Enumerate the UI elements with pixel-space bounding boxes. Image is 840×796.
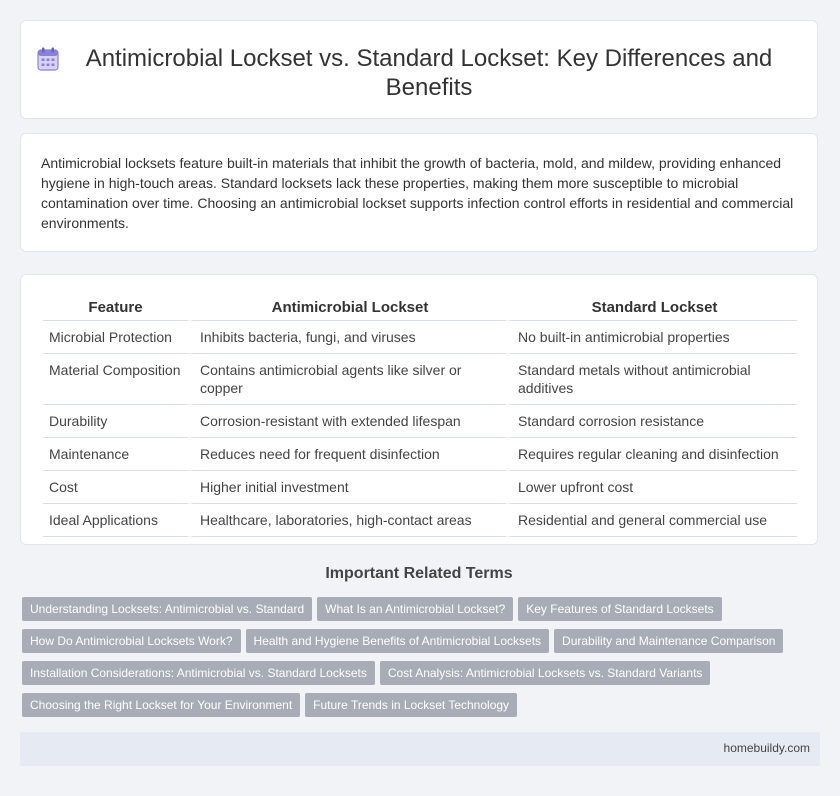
intro-paragraph: Antimicrobial locksets feature built-in materials that inhibit the growth of bacteria, mold, and mildew, providing enhanced hygiene in high-touch areas. Standard locksets lack these properties, making them more susceptible to microbial contamination over time. Choosing an antimicrobial lockset supports infection control efforts in residential and commercial environments. [41,155,794,231]
standard-cell: No built-in antimicrobial properties [506,321,797,354]
feature-cell: Ideal Applications [43,504,188,537]
related-term-tag[interactable]: What Is an Antimicrobial Lockset? [317,597,513,621]
page-title: Antimicrobial Lockset vs. Standard Lockset: Key Differences and Benefits [85,45,773,101]
feature-cell: Maintenance [43,438,188,471]
table-row [43,504,797,537]
standard-cell: Standard corrosion resistance [506,405,797,438]
comparison-table [43,296,797,537]
column-header-antimicrobial: Antimicrobial Lockset [188,296,506,321]
related-term-tag[interactable]: How Do Antimicrobial Locksets Work? [22,629,241,653]
feature-cell: Material Composition [43,354,188,405]
related-term-tag[interactable]: Health and Hygiene Benefits of Antimicrobial Locksets [246,629,550,653]
comparison-card [20,274,818,545]
antimicrobial-cell: Inhibits bacteria, fungi, and viruses [188,321,506,354]
antimicrobial-cell: Healthcare, laboratories, high-contact areas [188,504,506,537]
related-term-tag[interactable]: Installation Considerations: Antimicrobial vs. Standard Locksets [22,661,375,685]
related-term-tag[interactable]: Choosing the Right Lockset for Your Environment [22,693,300,717]
feature-cell: Microbial Protection [43,321,188,354]
table-row [43,354,797,405]
table-header-row [43,296,797,321]
feature-cell: Cost [43,471,188,504]
column-header-standard: Standard Lockset [506,296,797,321]
table-row [43,471,797,504]
table-row [43,438,797,471]
related-term-tag[interactable]: Understanding Locksets: Antimicrobial vs. Standard [22,597,312,621]
footer [20,732,820,766]
related-term-tag[interactable]: Future Trends in Lockset Technology [305,693,517,717]
related-term-tag[interactable]: Cost Analysis: Antimicrobial Locksets vs. Standard Variants [380,661,711,685]
title-card [20,20,818,119]
antimicrobial-cell: Contains antimicrobial agents like silver or copper [188,354,506,405]
related-term-tag[interactable]: Key Features of Standard Locksets [518,597,721,621]
related-terms-heading: Important Related Terms [325,565,513,582]
table-row [43,405,797,438]
antimicrobial-cell: Reduces need for frequent disinfection [188,438,506,471]
antimicrobial-cell: Corrosion-resistant with extended lifespan [188,405,506,438]
standard-cell: Lower upfront cost [506,471,797,504]
standard-cell: Residential and general commercial use [506,504,797,537]
calendar-icon [37,47,59,71]
intro-card [20,133,818,252]
related-terms-list [22,597,812,725]
standard-cell: Requires regular cleaning and disinfection [506,438,797,471]
standard-cell: Standard metals without antimicrobial additives [506,354,797,405]
table-row [43,321,797,354]
feature-cell: Durability [43,405,188,438]
related-term-tag[interactable]: Durability and Maintenance Comparison [554,629,783,653]
footer-site-name[interactable]: homebuildy.com [723,741,810,755]
antimicrobial-cell: Higher initial investment [188,471,506,504]
column-header-feature: Feature [43,296,188,321]
